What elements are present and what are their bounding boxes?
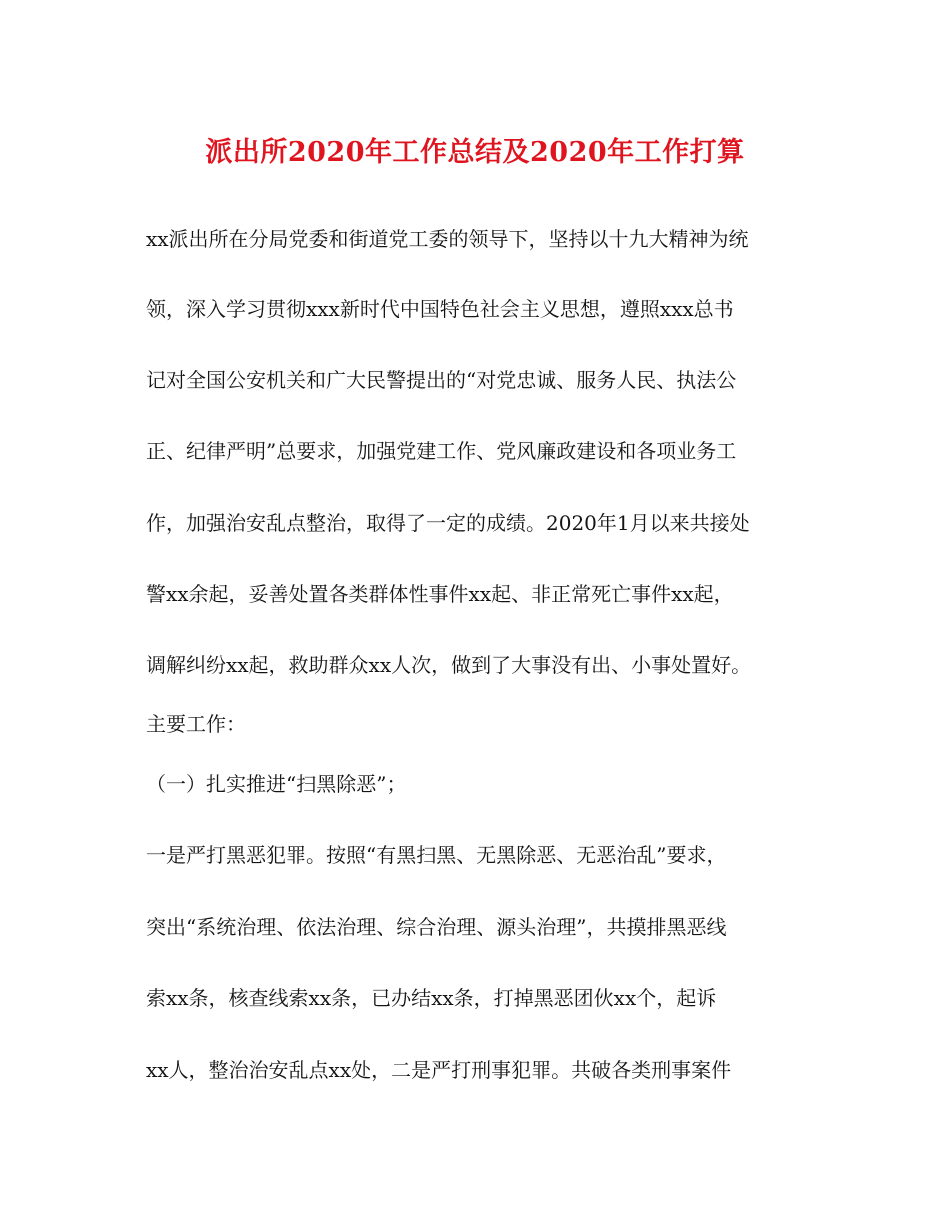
document-title: 派出所2020年工作总结及2020年工作打算: [205, 137, 745, 168]
body-line-10: 索xx条，核查线索xx条，已办结xx条，打掉黑恶团伙xx个，起诉: [146, 986, 717, 1010]
body-line-2: 领，深入学习贯彻xxx新时代中国特色社会主义思想，遵照xxx总书: [146, 297, 734, 321]
body-line-9: 突出“系统治理、依法治理、综合治理、源头治理”，共摸排黑恶线: [146, 915, 727, 939]
body-line-7: 调解纠纷xx起，救助群众xx人次，做到了大事没有出、小事处置好。: [146, 653, 752, 677]
body-line-1: xx派出所在分局党委和街道党工委的领导下，坚持以十九大精神为统: [146, 227, 749, 251]
subsection-heading-1: （一）扎实推进“扫黑除恶”；: [146, 772, 407, 796]
section-heading-main-work: 主要工作：: [146, 712, 246, 736]
body-line-5: 作，加强治安乱点整治，取得了一定的成绩。2020年1月以来共接处: [146, 511, 750, 535]
body-line-3: 记对全国公安机关和广大民警提出的“对党忠诚、服务人民、执法公: [146, 368, 737, 392]
body-line-8: 一是严打黑恶犯罪。按照“有黑扫黑、无黑除恶、无恶治乱”要求，: [146, 843, 727, 867]
body-line-4: 正、纪律严明”总要求，加强党建工作、党风廉政建设和各项业务工: [146, 439, 737, 463]
body-line-6: 警xx余起，妥善处置各类群体性事件xx起、非正常死亡事件xx起，: [146, 582, 734, 606]
body-line-11: xx人，整治治安乱点xx处，二是严打刑事犯罪。共破各类刑事案件: [146, 1058, 732, 1082]
